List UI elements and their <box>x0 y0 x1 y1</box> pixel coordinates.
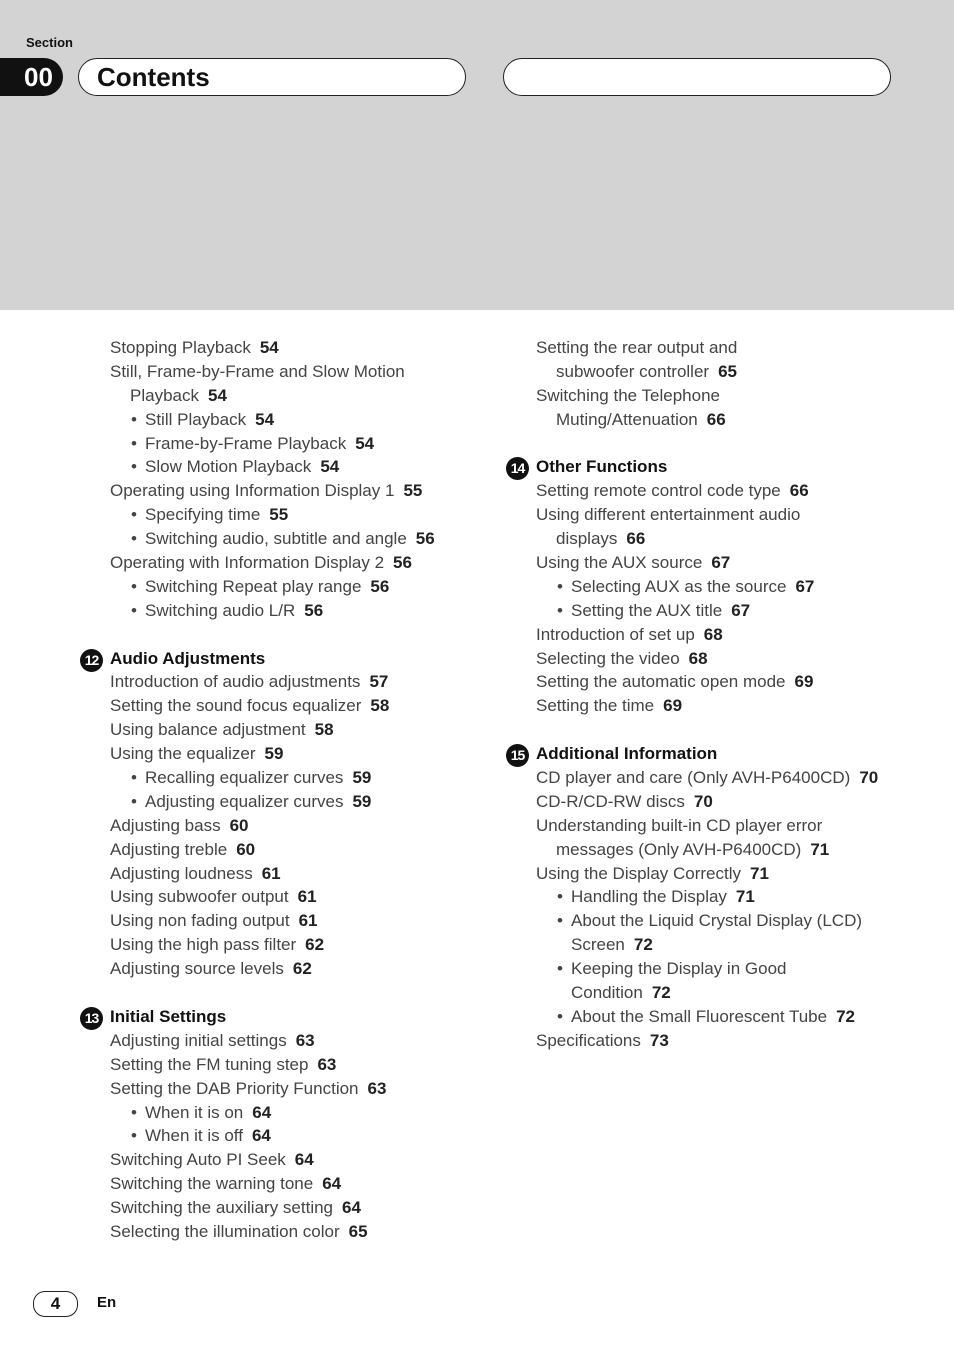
toc-entry-text[interactable]: Specifying time <box>145 505 261 525</box>
toc-page-number[interactable]: 60 <box>229 815 249 835</box>
toc-entry[interactable] <box>80 742 435 766</box>
toc-entry-text[interactable]: Still Playback <box>145 409 247 429</box>
toc-entry-text[interactable]: Switching Repeat play range <box>145 576 362 596</box>
toc-page-number[interactable]: 55 <box>403 481 423 501</box>
toc-entry-text[interactable]: When it is off <box>145 1126 243 1146</box>
toc-page-number[interactable]: 62 <box>292 959 312 979</box>
toc-entry[interactable] <box>506 384 878 408</box>
toc-page-number[interactable]: 65 <box>348 1221 368 1241</box>
toc-entry-text[interactable]: Adjusting bass <box>110 815 221 835</box>
toc-entry[interactable] <box>506 479 878 503</box>
page-number: 4 <box>33 1291 78 1317</box>
toc-page-number[interactable]: 56 <box>415 529 435 549</box>
toc-entry[interactable] <box>80 1077 435 1101</box>
toc-entry-text[interactable]: messages (Only AVH-P6400CD) <box>556 839 802 859</box>
toc-entry-text[interactable]: Using different entertainment audio <box>536 505 801 525</box>
bullet-icon: • <box>557 1006 563 1026</box>
toc-page-number[interactable]: 59 <box>352 768 372 788</box>
toc-entry-text[interactable]: subwoofer controller <box>556 361 710 381</box>
section-heading <box>80 647 435 671</box>
bullet-icon: • <box>131 505 137 525</box>
toc-entry[interactable] <box>506 647 878 671</box>
toc-entry[interactable] <box>506 1005 878 1029</box>
toc-entry[interactable] <box>506 885 878 909</box>
toc-entry[interactable] <box>506 623 878 647</box>
toc-entry-text[interactable]: Setting the automatic open mode <box>536 672 786 692</box>
toc-page-number[interactable]: 64 <box>322 1174 342 1194</box>
toc-entry-text[interactable]: CD-R/CD-RW discs <box>536 791 685 811</box>
toc-page-number[interactable]: 54 <box>259 338 279 357</box>
heading-text: Audio Adjustments <box>110 648 266 668</box>
spacer <box>506 718 878 742</box>
bullet-icon: • <box>557 959 563 979</box>
toc-entry-text[interactable]: Handling the Display <box>571 887 727 907</box>
bullet-icon: • <box>131 791 137 811</box>
toc-entry[interactable] <box>80 432 435 456</box>
toc-page-number[interactable]: 64 <box>252 1102 272 1122</box>
toc-page-number[interactable]: 67 <box>795 576 815 596</box>
toc-page-number[interactable]: 64 <box>251 1126 271 1146</box>
toc-entry-text[interactable]: Adjusting initial settings <box>110 1030 287 1050</box>
page-title: Contents <box>97 62 210 92</box>
toc-entry[interactable] <box>506 670 878 694</box>
title-pill <box>78 58 466 96</box>
bullet-icon: • <box>557 911 563 931</box>
toc-entry-text[interactable]: Selecting AUX as the source <box>571 576 787 596</box>
bullet-icon: • <box>131 433 137 453</box>
toc-entry[interactable] <box>506 981 878 1005</box>
toc-entry-text[interactable]: Stopping Playback <box>110 338 251 357</box>
section-heading <box>80 1005 435 1029</box>
toc-entry-text[interactable]: Slow Motion Playback <box>145 457 312 477</box>
toc-entry[interactable] <box>506 766 878 790</box>
toc-entry-text[interactable]: Adjusting treble <box>110 839 228 859</box>
toc-entry[interactable] <box>80 1220 435 1244</box>
toc-entry-text[interactable]: About the Liquid Crystal Display (LCD) <box>571 911 863 931</box>
toc-entry[interactable] <box>506 599 878 623</box>
toc-page-number[interactable]: 66 <box>706 409 726 429</box>
bullet-icon: • <box>557 600 563 620</box>
toc-column-right <box>506 336 878 1053</box>
bullet-icon: • <box>131 1102 137 1122</box>
toc-entry[interactable] <box>80 814 435 838</box>
section-number-badge: 14 <box>506 457 529 480</box>
header-band <box>0 0 954 310</box>
toc-entry[interactable] <box>506 862 878 886</box>
toc-entry[interactable] <box>80 384 435 408</box>
toc-entry-text[interactable]: Switching audio L/R <box>145 600 296 620</box>
toc-entry-text[interactable]: When it is on <box>145 1102 244 1122</box>
toc-page-number[interactable]: 68 <box>703 624 723 644</box>
toc-entry-text[interactable]: About the Small Fluorescent Tube <box>571 1006 828 1026</box>
toc-page-number[interactable]: 55 <box>269 505 289 525</box>
toc-page-number[interactable]: 58 <box>314 720 334 740</box>
toc-entry-text[interactable]: Muting/Attenuation <box>556 409 698 429</box>
toc-entry-text[interactable]: Using balance adjustment <box>110 720 306 740</box>
toc-page-number[interactable]: 73 <box>649 1030 669 1050</box>
toc-page-number[interactable]: 61 <box>298 911 318 931</box>
toc-entry[interactable] <box>80 1029 435 1053</box>
toc-page-number[interactable]: 57 <box>369 672 389 692</box>
toc-page-number[interactable]: 72 <box>633 935 653 955</box>
toc-entry-text[interactable]: Setting the time <box>536 696 655 716</box>
toc-entry-text[interactable]: Introduction of audio adjustments <box>110 672 361 692</box>
heading-text: Initial Settings <box>110 1006 227 1026</box>
section-number: 00 <box>0 58 63 96</box>
toc-entry-text[interactable]: Adjusting source levels <box>110 959 284 979</box>
toc-entry[interactable] <box>80 694 435 718</box>
spacer <box>80 981 435 1005</box>
section-number-badge: 15 <box>506 744 529 767</box>
bullet-icon: • <box>131 1126 137 1146</box>
toc-entry-text[interactable]: Switching the auxiliary setting <box>110 1198 334 1218</box>
toc-entry-text[interactable]: Setting the AUX title <box>571 600 723 620</box>
toc-entry-text[interactable]: Setting the FM tuning step <box>110 1054 309 1074</box>
toc-entry-text[interactable]: Frame-by-Frame Playback <box>145 433 347 453</box>
toc-entry-text[interactable]: Using non fading output <box>110 911 290 931</box>
toc-entry[interactable] <box>506 336 878 360</box>
toc-page-number[interactable]: 66 <box>789 481 809 501</box>
toc-entry-text[interactable]: Using the Display Correctly <box>536 863 742 883</box>
heading-text: Additional Information <box>536 744 718 764</box>
toc-entry[interactable] <box>506 575 878 599</box>
toc-entry-text[interactable]: Understanding built-in CD player error <box>536 815 823 835</box>
toc-entry-text[interactable]: displays <box>556 529 618 549</box>
toc-page-number[interactable]: 54 <box>320 457 340 477</box>
toc-page-number[interactable]: 64 <box>342 1198 361 1218</box>
toc-entry-text[interactable]: Introduction of set up <box>536 624 695 644</box>
heading-text: Other Functions <box>536 457 668 477</box>
toc-entry-text[interactable]: Setting remote control code type <box>536 481 781 501</box>
toc-page-number[interactable]: 67 <box>711 553 731 573</box>
toc-entry[interactable] <box>80 1053 435 1077</box>
toc-page-number[interactable]: 71 <box>735 887 755 907</box>
toc-page-number[interactable]: 56 <box>370 576 390 596</box>
toc-page-number[interactable]: 63 <box>367 1078 387 1098</box>
toc-entry[interactable] <box>80 527 435 551</box>
toc-entry[interactable] <box>80 360 435 384</box>
toc-entry[interactable] <box>80 957 435 981</box>
toc-page-number[interactable]: 54 <box>207 385 227 405</box>
toc-entry[interactable] <box>80 455 435 479</box>
section-heading <box>506 455 878 479</box>
toc-entry[interactable] <box>506 814 878 838</box>
bullet-icon: • <box>131 768 137 788</box>
toc-entry[interactable] <box>80 336 435 360</box>
toc-entry[interactable] <box>80 718 435 742</box>
toc-entry[interactable] <box>80 479 435 503</box>
toc-entry[interactable] <box>80 862 435 886</box>
toc-entry[interactable] <box>80 885 435 909</box>
toc-page-number[interactable]: 61 <box>297 887 317 907</box>
toc-page-number[interactable]: 72 <box>651 983 671 1003</box>
toc-page-number[interactable]: 59 <box>352 791 372 811</box>
toc-page-number[interactable]: 54 <box>355 433 375 453</box>
toc-entry-text[interactable]: Setting the DAB Priority Function <box>110 1078 359 1098</box>
toc-entry-text[interactable]: Using the high pass filter <box>110 935 297 955</box>
toc-entry[interactable] <box>80 575 435 599</box>
toc-entry-text[interactable]: Selecting the video <box>536 648 680 668</box>
toc-page-number[interactable]: 67 <box>731 600 751 620</box>
toc-entry[interactable] <box>80 408 435 432</box>
toc-entry-text[interactable]: Setting the rear output and <box>536 338 738 357</box>
toc-entry-text[interactable]: Switching audio, subtitle and angle <box>145 529 407 549</box>
toc-entry-text[interactable]: Adjusting equalizer curves <box>145 791 344 811</box>
toc-entry-text[interactable]: Adjusting loudness <box>110 863 253 883</box>
bullet-icon: • <box>131 529 137 549</box>
toc-entry-text[interactable]: Screen <box>571 935 625 955</box>
spacer <box>80 623 435 647</box>
toc-entry-text[interactable]: Using subwoofer output <box>110 887 289 907</box>
toc-entry[interactable] <box>80 503 435 527</box>
toc-entry[interactable] <box>80 1101 435 1125</box>
toc-entry-text[interactable]: Playback <box>130 385 199 405</box>
language-label: En <box>97 1294 117 1311</box>
toc-entry[interactable] <box>506 790 878 814</box>
toc-page-number[interactable]: 72 <box>836 1006 856 1026</box>
toc-entry[interactable] <box>506 527 878 551</box>
toc-page-number[interactable]: 64 <box>294 1150 314 1170</box>
toc-page-number[interactable]: 56 <box>393 553 412 573</box>
toc-entry-text[interactable]: Operating using Information Display 1 <box>110 481 395 501</box>
toc-page-number[interactable]: 70 <box>859 768 879 788</box>
toc-page-number[interactable]: 60 <box>236 839 256 859</box>
toc-page-number[interactable]: 54 <box>255 409 275 429</box>
toc-entry[interactable] <box>506 408 878 432</box>
bullet-icon: • <box>557 576 563 596</box>
toc-page-number[interactable]: 71 <box>750 863 769 883</box>
toc-entry[interactable] <box>80 1196 435 1220</box>
toc-page-number[interactable]: 70 <box>693 791 713 811</box>
toc-entry[interactable] <box>80 599 435 623</box>
toc-page-number[interactable]: 65 <box>718 361 737 381</box>
toc-entry[interactable] <box>506 1029 878 1053</box>
bullet-icon: • <box>557 887 563 907</box>
toc-entry[interactable] <box>506 957 878 981</box>
toc-column-left <box>80 336 435 1244</box>
toc-entry-text[interactable]: Switching the warning tone <box>110 1174 314 1194</box>
toc-entry[interactable] <box>506 503 878 527</box>
toc-entry-text[interactable]: Setting the sound focus equalizer <box>110 696 362 716</box>
toc-entry[interactable] <box>80 670 435 694</box>
toc-entry[interactable] <box>506 909 878 933</box>
toc-page-number[interactable]: 69 <box>794 672 814 692</box>
toc-entry-text[interactable]: Specifications <box>536 1030 641 1050</box>
bullet-icon: • <box>131 600 137 620</box>
toc-entry-text[interactable]: Using the equalizer <box>110 744 256 764</box>
section-label: Section <box>26 35 73 50</box>
toc-entry-text[interactable]: Selecting the illumination color <box>110 1221 340 1241</box>
toc-entry[interactable] <box>506 551 878 575</box>
toc-page-number[interactable]: 56 <box>304 600 324 620</box>
section-heading <box>506 742 878 766</box>
toc-page-number[interactable]: 59 <box>264 744 284 764</box>
toc-entry[interactable] <box>506 694 878 718</box>
toc-entry-text[interactable]: CD player and care (Only AVH-P6400CD) <box>536 768 851 788</box>
bullet-icon: • <box>131 457 137 477</box>
toc-entry-text[interactable]: Still, Frame-by-Frame and Slow Motion <box>110 361 405 381</box>
toc-entry[interactable] <box>80 1148 435 1172</box>
bullet-icon: • <box>131 409 137 429</box>
toc-page-number[interactable]: 69 <box>663 696 683 716</box>
toc-entry[interactable] <box>80 790 435 814</box>
toc-entry-text[interactable]: Using the AUX source <box>536 553 703 573</box>
toc-page-number[interactable]: 61 <box>261 863 281 883</box>
toc-entry[interactable] <box>80 838 435 862</box>
spacer <box>506 432 878 456</box>
toc-entry-text[interactable]: Recalling equalizer curves <box>145 768 344 788</box>
toc-page-number[interactable]: 63 <box>317 1054 337 1074</box>
section-number-badge: 12 <box>80 649 103 672</box>
toc-entry[interactable] <box>506 933 878 957</box>
toc-entry[interactable] <box>80 551 435 575</box>
toc-entry[interactable] <box>506 838 878 862</box>
toc-entry-text[interactable]: Switching the Telephone <box>536 385 720 405</box>
toc-entry-text[interactable]: Switching Auto PI Seek <box>110 1150 286 1170</box>
empty-title-pill <box>503 58 891 96</box>
toc-entry[interactable] <box>80 1172 435 1196</box>
toc-entry-text[interactable]: Condition <box>571 983 643 1003</box>
toc-page-number[interactable]: 58 <box>370 696 390 716</box>
bullet-icon: • <box>131 576 137 596</box>
toc-entry[interactable] <box>506 360 878 384</box>
toc-entry[interactable] <box>80 933 435 957</box>
toc-page-number[interactable]: 66 <box>626 529 646 549</box>
toc-entry-text[interactable]: Operating with Information Display 2 <box>110 553 385 573</box>
toc-page-number[interactable]: 71 <box>810 839 830 859</box>
toc-page-number[interactable]: 68 <box>688 648 708 668</box>
section-number-badge: 13 <box>80 1007 103 1030</box>
toc-entry-text[interactable]: Keeping the Display in Good <box>571 959 787 979</box>
toc-page-number[interactable]: 62 <box>305 935 325 955</box>
toc-entry[interactable] <box>80 766 435 790</box>
toc-entry[interactable] <box>80 1124 435 1148</box>
toc-entry[interactable] <box>80 909 435 933</box>
toc-page-number[interactable]: 63 <box>295 1030 315 1050</box>
